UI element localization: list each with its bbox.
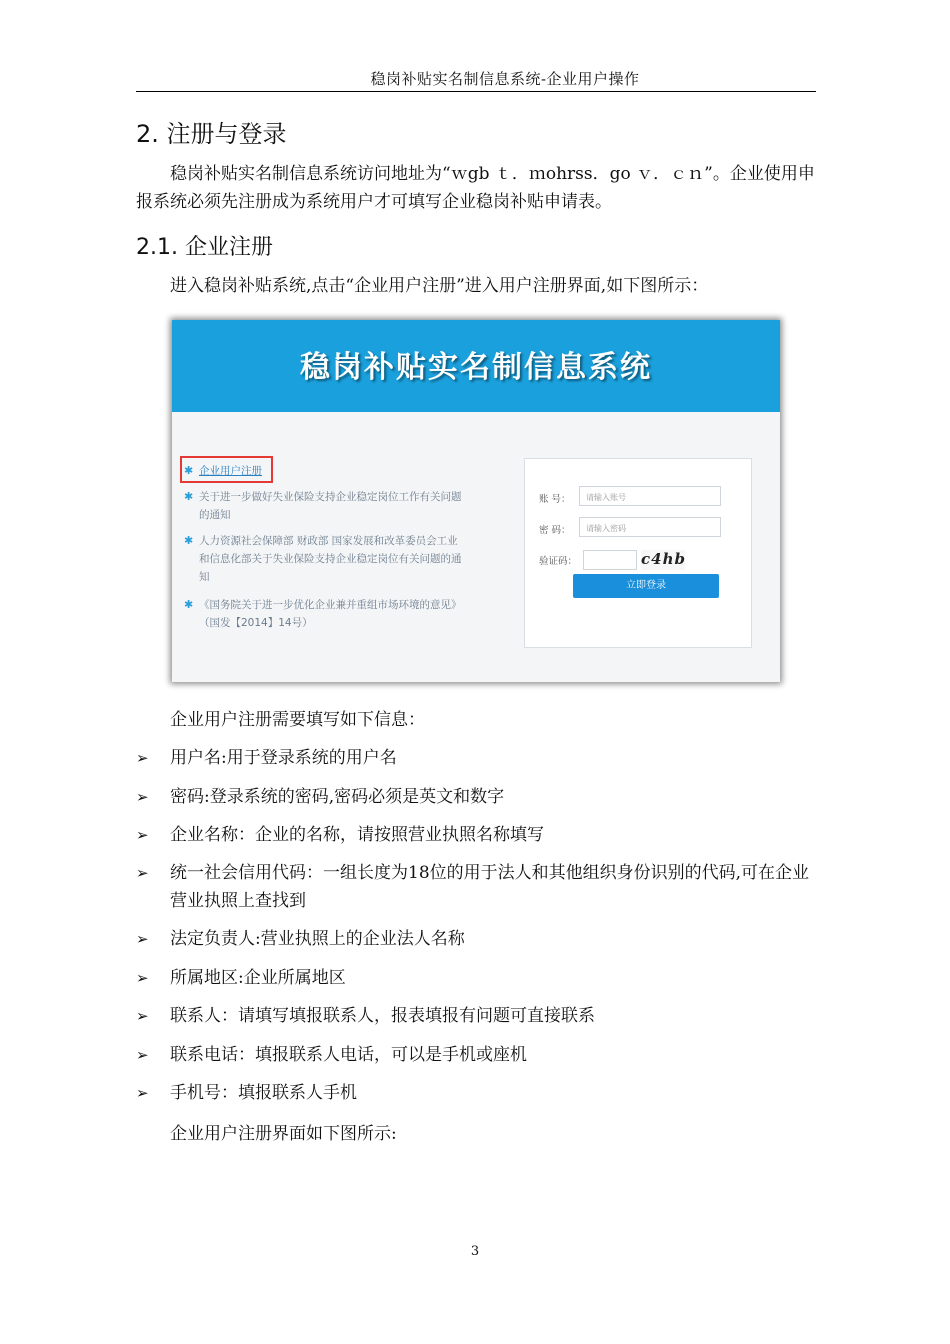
page-number: 3 [470,1244,480,1259]
section-heading: 2. 注册与登录 [136,120,287,148]
list-item-text: 法定负责人:营业执照上的企业法人名称 [170,929,465,949]
list-item [136,859,826,915]
arrow-bullet-icon: ➢ [136,1046,149,1064]
header-rule [136,91,816,92]
arrow-bullet-icon: ➢ [136,749,149,767]
list-item [136,964,826,992]
screenshot-body [172,412,780,682]
list-item-text: 联系人：请填写填报联系人，报表填报有问题可直接联系 [170,1006,595,1026]
list-item [136,1002,826,1030]
highlight-box [180,456,273,483]
arrow-bullet-icon: ➢ [136,1007,149,1025]
list-item [136,744,826,772]
account-input[interactable]: 请输入账号 [579,486,721,506]
list-item-text: 手机号：填报联系人手机 [170,1083,357,1103]
account-label: 账 号： [539,494,571,505]
login-panel [524,458,752,648]
intro-paragraph: 稳岗补贴实名制信息系统访问地址为“ｗgb ｔ．ｍohrss．go ｖ．ｃｎ”。企业使用申报系统必须先注册成为系统用户才可填写企业稳岗补贴申请表。 [136,164,815,212]
password-input[interactable]: 请输入密码 [579,517,721,537]
link-label: 关于进一步做好失业保险支持企业稳定岗位工作有关问题的通知 [199,491,462,521]
list-item [136,1041,826,1069]
closing-paragraph: 企业用户注册界面如下图所示: [170,1124,397,1144]
screenshot-banner [172,320,780,412]
list-item-text: 企业名称：企业的名称，请按照营业执照名称填写 [170,825,544,845]
link-notice-2[interactable] [184,532,464,586]
arrow-bullet-icon: ➢ [136,1084,149,1102]
subsection-heading: 2.1. 企业注册 [136,235,273,260]
list-item [136,925,826,953]
list-item-text: 统一社会信用代码：一组长度为18位的用于法人和其他组织身份识别的代码,可在企业营业执照上查找到 [170,863,810,911]
link-label: 《国务院关于进一步优化企业兼并重组市场环境的意见》（国发【2014】14号） [199,599,462,629]
password-label: 密 码： [539,525,571,536]
fields-intro: 企业用户注册需要填写如下信息： [170,710,425,730]
arrow-bullet-icon: ➢ [136,969,149,987]
link-label: 企业用户注册 [199,465,262,477]
captcha-image[interactable]: c4hb [641,550,686,568]
list-item-text: 联系电话：填报联系人电话，可以是手机或座机 [170,1045,527,1065]
star-icon: ✱ [184,598,194,611]
arrow-bullet-icon: ➢ [136,864,149,882]
list-item-text: 密码:登录系统的密码,密码必须是英文和数字 [170,787,505,807]
list-item [136,783,826,811]
captcha-label: 验证码： [539,556,578,567]
star-icon: ✱ [184,490,194,503]
screenshot-title: 稳岗补贴实名制信息系统 [300,350,652,385]
star-icon: ✱ [184,534,194,547]
link-label: 人力资源社会保障部 财政部 国家发展和改革委员会工业和信息化部关于失业保险支持企业稳定岗位有关问题的通知 [199,535,462,583]
arrow-bullet-icon: ➢ [136,826,149,844]
link-notice-1[interactable] [184,488,464,524]
list-item [136,821,826,849]
arrow-bullet-icon: ➢ [136,788,149,806]
login-screenshot-figure [172,320,780,682]
running-header: 稳岗补贴实名制信息系统-企业用户操作 [370,70,640,88]
list-item-text: 所属地区:企业所属地区 [170,968,346,988]
list-item [136,1079,826,1107]
list-item-text: 用户名:用于登录系统的用户名 [170,748,397,768]
star-icon: ✱ [184,464,194,477]
login-button[interactable]: 立即登录 [573,574,719,598]
link-notice-3[interactable] [184,596,464,632]
arrow-bullet-icon: ➢ [136,930,149,948]
captcha-input[interactable] [583,550,637,570]
step-paragraph: 进入稳岗补贴系统,点击“企业用户注册”进入用户注册界面,如下图所示： [170,276,709,296]
